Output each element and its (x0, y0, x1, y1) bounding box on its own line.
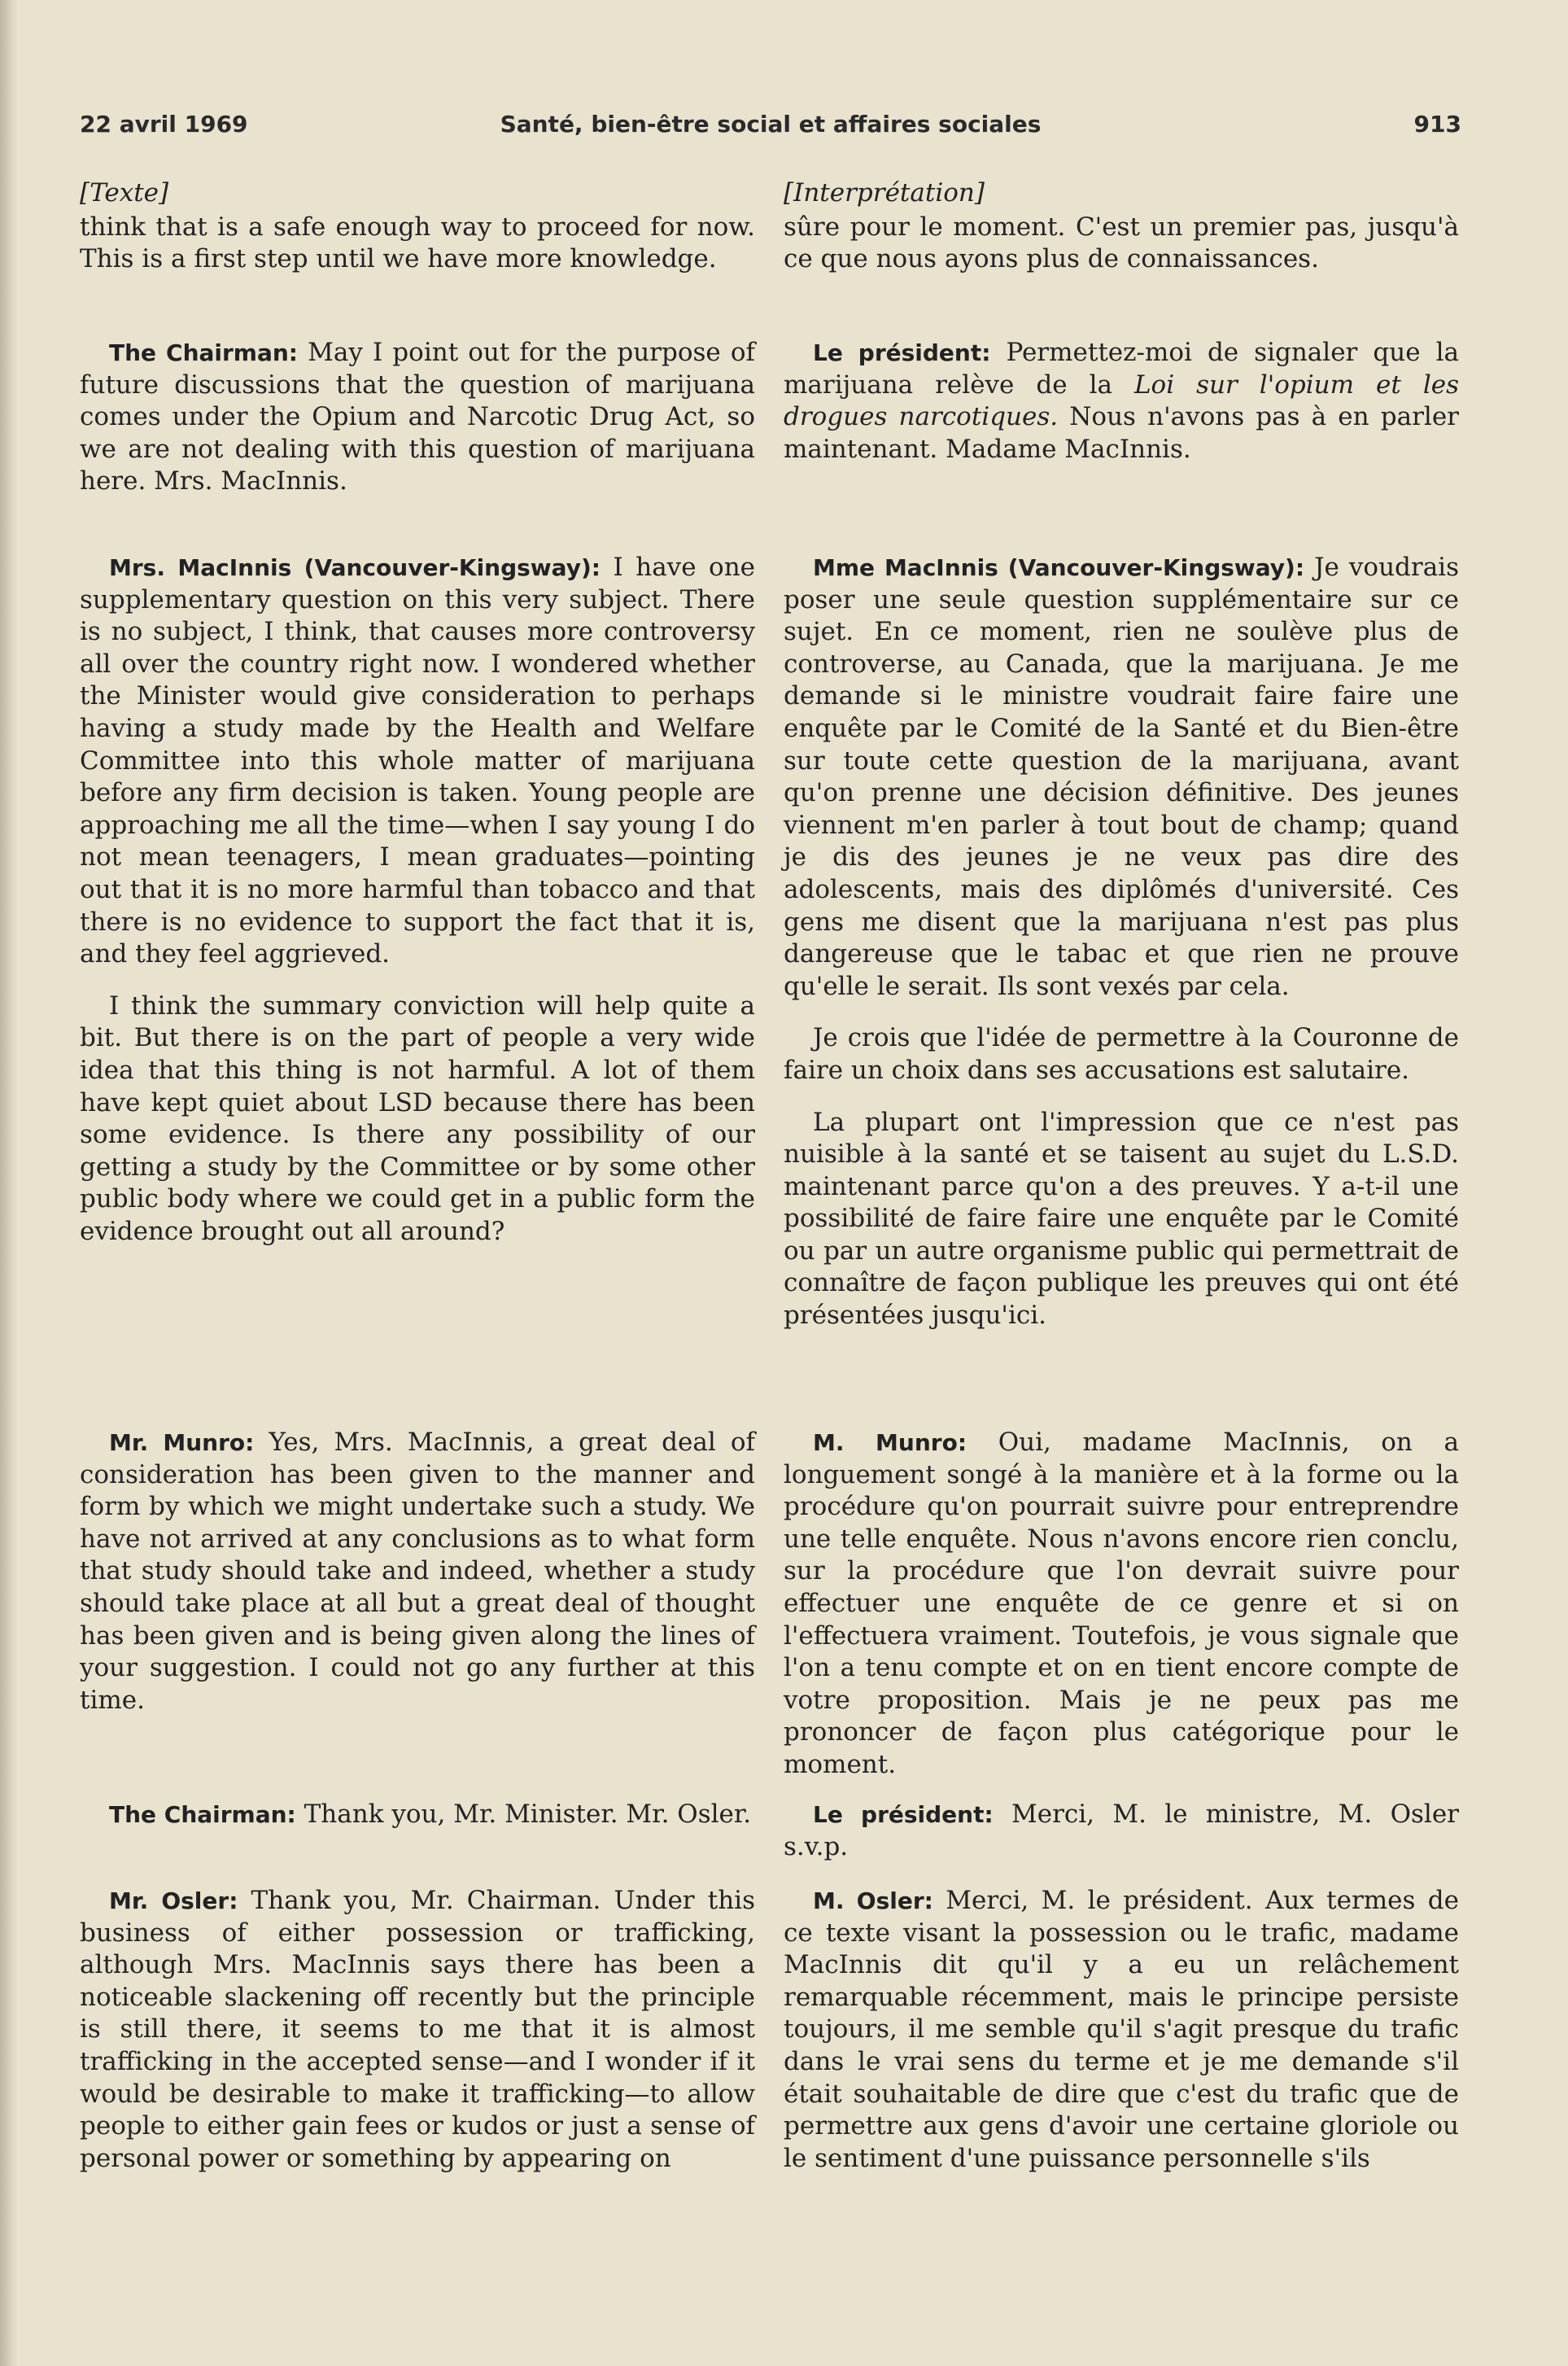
english-munro (80, 1427, 755, 1736)
english-chairman-1 (80, 337, 755, 518)
paragraph (784, 1427, 1459, 1782)
french-continuation-block (784, 177, 1459, 297)
speech-text: May I point out for the purpose of future discussions that the question of marijuana comes under the Opium and Narcotic Drug Act, so we are not dealing with this question of marijuana here. Mrs. MacInnis. (80, 338, 755, 496)
speech-text: Je voudrais poser une seule question supplémentaire sur ce sujet. En ce moment, rien ne soulève plus de controverse, au Canada, que la marijuana. Je me demande si le ministre voudrait faire faire une enquête par le Comité de la Santé et du Bien-être sur toute cette question de la marijuana, avant qu'on prenne une décision définitive. Des jeunes viennent m'en parler à tout bout de champ; quand je dis des jeunes je ne veux pas dire des adolescents, mais des diplômés d'université. Ces gens me disent que la marijuana n'est pas plus dangereuse que le tabac et que rien ne prouve qu'elle le serait. Ils sont vexés par cela. (784, 553, 1459, 1001)
speech-text: Merci, M. le président. Aux termes de ce texte visant la possession ou le trafic, madame MacInnis dit qu'il y a eu un relâchement remarquable récemment, mais le principe persiste toujours, il me semble qu'il s'agit presque du trafic dans le vrai sens du terme et je me demande s'il était souhaitable de dire que c'est du trafic que de permettre aux gens d'avoir une certaine gloriole ou le sentiment d'une puissance personnelle s'ils (784, 1886, 1459, 2173)
speaker-name: Le président: (813, 339, 991, 366)
english-continuation: think that is a safe enough way to proceed for now. This is a first step until we have more knowledge. (80, 212, 755, 274)
paragraph: I think the summary conviction will help quite a bit. But there is on the part of people a very wide idea that this thing is not harmful. A lot of them have kept quiet about LSD because there has been some evidence. Is there any possibility of our getting a study by the Committee or by some other public body where we could get in a public form the evidence brought out all around? (80, 991, 755, 1246)
speech-text: Nous n'avons pas à en parler maintenant. Madame MacInnis. (784, 402, 1459, 464)
speaker-name: M. Osler: (813, 1887, 933, 1914)
speaker-name: The Chairman: (109, 339, 299, 366)
paragraph (80, 1885, 755, 2175)
paragraph: Je crois que l'idée de permettre à la Couronne de faire un choix dans ses accusations est salutaire. (784, 1023, 1459, 1085)
header-date: 22 avril 1969 (80, 111, 248, 138)
speech-text: Yes, Mrs. MacInnis, a great deal of consideration has been given to the manner and form by which we might undertake such a study. We have not arrived at any conclusions as to what form that study should take and indeed, whether a study should take place at all but a great deal of thought has been given and is being given along the lines of your suggestion. I could not go any further at this time. (80, 1428, 756, 1715)
speaker-name: M. Munro: (813, 1429, 967, 1456)
page-number: 913 (1413, 111, 1461, 138)
paragraph (784, 1799, 1459, 1863)
french-macinnis (784, 552, 1459, 1352)
paragraph (80, 552, 755, 971)
paragraph (80, 1799, 755, 1831)
english-chairman-2 (80, 1799, 755, 1851)
french-chairman-1 (784, 337, 1459, 485)
paragraph (784, 552, 1459, 1003)
paragraph (784, 337, 1459, 466)
speech-text: Thank you, Mr. Minister. Mr. Osler. (304, 1800, 752, 1829)
french-label: [Interprétation] (784, 178, 985, 208)
speaker-name: Mme MacInnis (Vancouver-Kingsway): (813, 554, 1305, 581)
speaker-name: Le président: (813, 1801, 994, 1828)
paragraph: La plupart ont l'impression que ce n'est pas nuisible à la santé et se taisent au sujet du L.S.D. maintenant parce qu'on a des preuves. Y a-t-il une possibilité de faire faire une enquête par le Comité ou par un autre organisme public qui permettrait de connaître de façon publique les preuves qui ont été présentées jusqu'ici. (784, 1107, 1459, 1331)
speech-text: Oui, madame MacInnis, on a longuement songé à la manière et à la forme ou la procédure qu'on pourrait suivre pour entreprendre une telle enquête. Nous n'avons encore rien conclu, sur la procédure que l'on devrait suivre pour effectuer une enquête de ce genre et si on l'effectuera vraiment. Toutefois, je vous signale que l'on a tenu compte et on en tient encore compte de votre proposition. Mais je ne peux pas me prononcer de façon plus catégorique pour le moment. (784, 1428, 1459, 1779)
page-header (80, 111, 1461, 143)
french-chairman-2 (784, 1799, 1459, 1883)
speaker-name: Mr. Osler: (109, 1887, 238, 1914)
speech-text: I have one supplementary question on this very subject. There is no subject, I think, that causes more controversy all over the country right now. I wondered whether the Minister would give consideration to perhaps having a study made by the Health and Welfare Committee into this whole matter of marijuana before any firm decision is taken. Young people are approaching me all the time—when I say young I do not mean teenagers, I mean graduates—pointing out that it is no more harmful than tobacco and that there is no evidence to support the fact that it is, and they feel aggrieved. (80, 553, 756, 969)
english-osler (80, 1885, 755, 2194)
page-binding-shadow (0, 0, 18, 2366)
english-macinnis (80, 552, 755, 1267)
speech-text: Thank you, Mr. Chairman. Under this business of either possession or trafficking, although Mrs. MacInnis says there has been a noticeable slackening off recently but the principle is still there, it seems to me that it is almost trafficking in the accepted sense—and I wonder if it would be desirable to make it trafficking—to allow people to either gain fees or kudos or just a sense of personal power or something by appearing on (80, 1886, 756, 2173)
speaker-name: Mrs. MacInnis (Vancouver-Kingsway): (109, 554, 601, 581)
english-label: [Texte] (80, 178, 169, 208)
paragraph (80, 337, 755, 498)
speaker-name: The Chairman: (109, 1801, 296, 1828)
paragraph (80, 1427, 755, 1717)
french-continuation: sûre pour le moment. C'est un premier pas, jusqu'à ce que nous ayons plus de connaissances. (784, 212, 1459, 274)
paragraph (784, 1885, 1459, 2175)
header-title: Santé, bien-être social et affaires sociales (500, 111, 1042, 138)
french-osler (784, 1885, 1459, 2194)
speech-text: Permettez-moi de signaler que la marijuana relève de la (784, 338, 1460, 400)
french-munro (784, 1427, 1459, 1801)
speaker-name: Mr. Munro: (109, 1429, 255, 1456)
act-title: Loi sur l'opium et les drogues narcotiques. (784, 370, 1459, 432)
speech-text: Merci, M. le ministre, M. Osler s.v.p. (784, 1800, 1459, 1861)
english-continuation-block (80, 177, 755, 297)
